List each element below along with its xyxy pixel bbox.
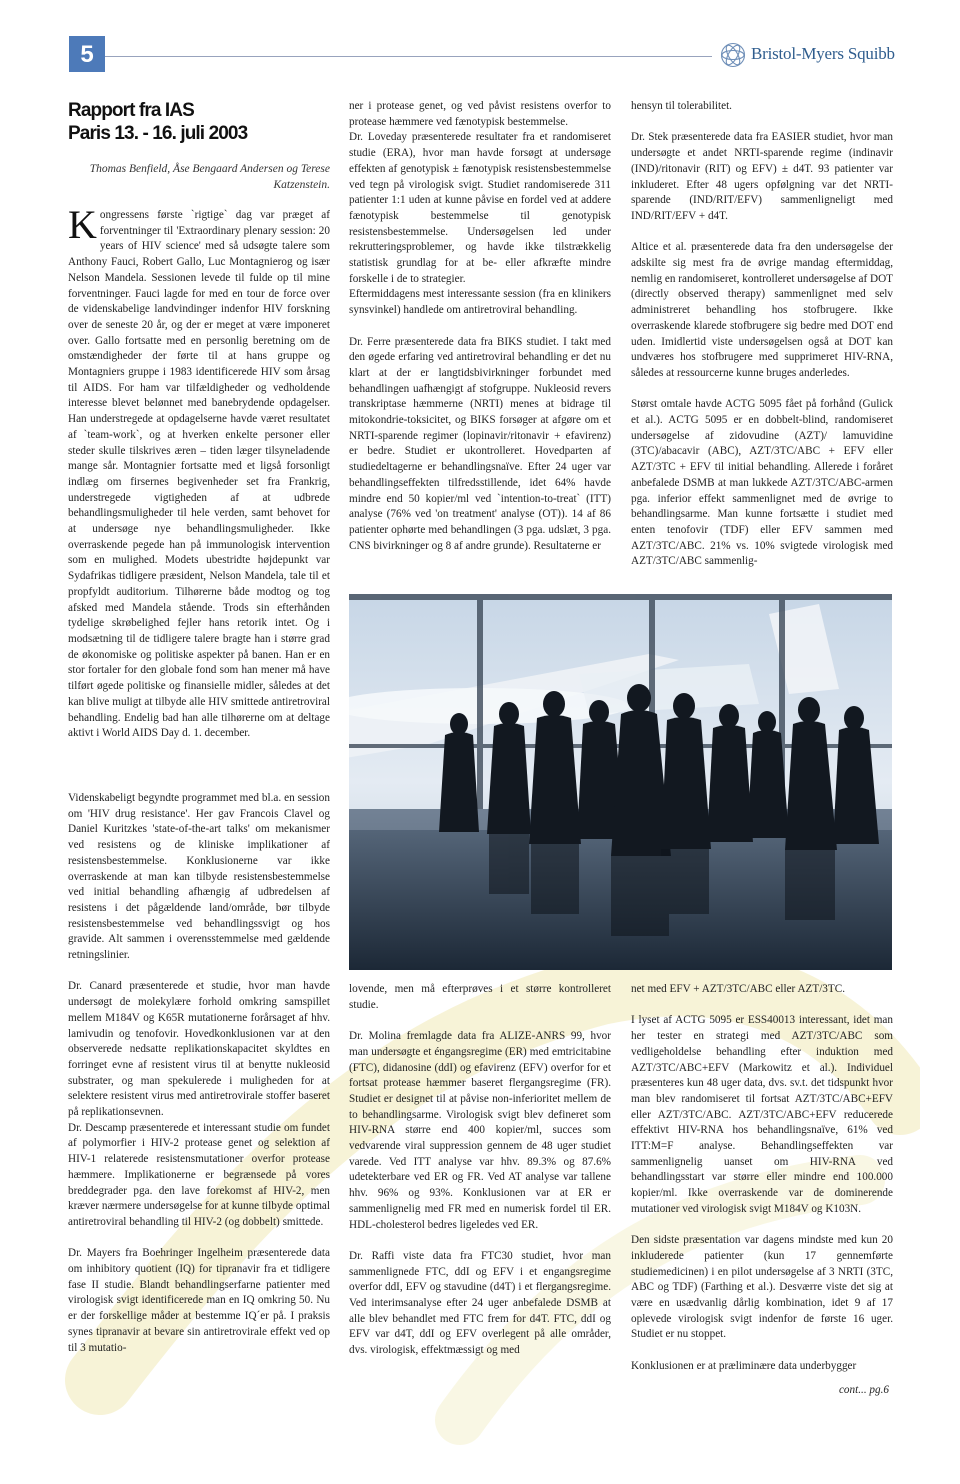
paragraph: Eftermiddagens mest interessante session (fra en klinikers synsvinkel) handlede om antiretroviral behandling. [349,288,611,317]
paragraph: Den sidste præsentation var dagens mindste med kun 20 inkluderede patienter (kun 17 gennemførte studiemedicinen) i en pilot undersøgelse af 3 NRTI (3TC, ABC og TDF) (Farthing et al.). Desværre viste det sig at være en usædvanlig dårlig kombination, idet 9 af 17 oplevede virologisk svigt indenfor de første 16 uger. Studiet er nu stoppet. [631,1234,893,1341]
paragraph: Dr. Stek præsenterede data fra EASIER studiet, hvor man undersøgte et andet NRTI-sparende regime (indinavir (IND)/ritonavir (RIT) og EFV) ± d4T. 93 patienter var inkluderet. Efter 48 ugers opfølgning var det NRTI-sparende (IND/RIT/EFV) sammenligneligt med IND/RIT/EFV + d4T. [631,131,893,222]
paragraph [68,208,330,742]
paragraph: I lyset af ACTG 5095 er ESS40013 interessant, idet man her tester en strategi med AZT/3TC/ABC som vedligeholdelse behandling efter induktion med AZT/3TC/ABC+EFV (Markowitz et al.). Individuel præsenteres kun 48 uger data, dvs. sv.t. det tidspunkt hvor man blev randomiseret til fortsat AZT/3TC/ABC+EFV eller AZT/3TC/ABC. AZT/3TC/ABC+EFV reducerede effektivt HIV-RNA hos behandlingsnaïve, 61% ved ITT:M=F analyse. Behandlingseffekten var sammenlignelig uanset om HIV-RNA ved behandlingsstart var større eller mindre end 100.000 kopier/ml. Ikke overraskende var de dominerende mutationer ved virologisk svigt M184V og K103N. [631,1014,893,1215]
article-title-line-1: Rapport fra IAS [68,100,194,121]
paragraph: lovende, men må efterprøves i et større kontrolleret studie. [349,983,611,1011]
article-title-line-2: Paris 13. - 16. juli 2003 [68,123,248,144]
header-rule [105,56,712,57]
drop-cap: K [68,208,97,247]
column-1-bottom [68,791,330,1375]
paragraph: Videnskabeligt begyndte programmet med bl.a. en session om 'HIV drug resistance'. Her gav Francois Clavel og Daniel Kuritzkes 'state-of-the-art talks' om mekanismer ved resistens og de kliniske implikationer af resistensbestemmelse. Konklusionerne var ikke overraskende at man kan tilbyde resistensbestemmelse ved initial behandling afhængig af udbredelsen af resistens i det pågældende land/område, bør tilbyde resistensbestemmelse ved behandlingssvigt og hos gravide. Alt sammen i overensstemmelse med gældende retningslinier. [68,792,330,962]
column-3-bottom [631,982,893,1378]
paragraph: Dr. Raffi viste data fra FTC30 studiet, hvor man sammenlignede FTC, ddI og EFV i et engangsregime overfor ddI, EFV og stavudine (d4T) i et flergangsregime. Ved interimsanalyse efter 24 uger anbefalede DSMB at alle blev behandlet med FTC frem for d4T. FTC, ddI og EFV var d4T, ddI og EFV overlegent på alle områder, dvs. virologisk, effektmæssigt og med [349,1249,611,1357]
page-number: 5 [69,36,105,72]
column-2-bottom [349,982,611,1378]
article-authors: Thomas Benfield, Åse Bengaard Andersen og Terese Katzenstein. [89,163,330,191]
paragraph: hensyn til tolerabilitet. [631,100,732,112]
paragraph: Dr. Loveday præsenterede resultater fra et randomiseret studie (ERA), hvor man havde forsøgt at undersøge effekten af genotypisk ± fænotypisk resistensbestemmelse ved tegn på virologisk svigt. Studiet randomiserede 311 patienter 1:1 uden at kunne påvise en fordel ved at addere fænotypisk bestemmelse til genotypisk resistensbestemmelse. Undersøgelsen led under rekrutteringsproblemer, og havde ikke tilstrækkelig statistisk grundlag for at be- eller afkræfte mindre forskelle i de to strategier. [349,131,611,285]
brand-name: Bristol-Myers Squibb [751,44,895,63]
paragraph-text: ongressens første `rigtige` dag var præget af forventninger til 'Extraordinary plenary session: 20 years of HIV science' med så udsøgte talere som Anthony Fauci, Robert Gallo, Luc Montagnierog og især Nelson Mandela. Sessionen levede til fulde op til mine forventninger. Fauci lagde for med en tour de force over de videnskabelige landvindinger indenfor HIV forskning over de seneste 20 år, og der er meget at være imponeret over. Gallo fortsatte med en personlig beretning om de omstændigheder der førte til at hans gruppe og Montagniers gruppe i 1983 identificerede HIV som årsag til AIDS. For ham var tilfældigheder og vedholdende interesse blevet belønnet med banebrydende opdagelser. Han understregede at opdagelserne havde været resultatet af `team-work`, og at hverken enkelte personer eller steder skulle tilskrives æren – tiden læger tilsyneladende mange sår. Montagnier fortsatte med et ligså forsonligt indlæg om firsernes begivenheder set fra Frankrig, understregede vigtigheden af at udbrede behandlingsmuligheder til hele verden, samt behovet for at undersøge nye behandlingsmuligheder. Ikke overraskende pegede han på immunologisk intervention som en mulighed. Modets ubestridte højdepunkt var Sydafrikas tidligere præsident, Nelson Mandela, tale til et propfyldt auditorium. Tilhørerne både modtog og tog afsked med Mandela stående. Trods sin efterhånden tydelige skrøbelighed fejler hans retorik intet. Og i modsætning til de tidligere talere bragte han i større grad de økonomiske og politiske aspekter på banen. Han er en stor fortaler for den globale fond som han mener må have tilført øgede politiske og finansielle midler, således at det kan blive muligt at tilbyde alle HIV smittede antiretroviral behandling. Endelig bad han alle tilhørerne om at deltage aktivt i World AIDS Day d. 1. december. [68,209,330,740]
paragraph: Størst omtale havde ACTG 5095 fået på forhånd (Gulick et al.). ACTG 5095 er en dobbelt-blind, randomiseret undersøgelse af zidovudine (AZT)/ lamuvidine (3TC)/abacavir (ABC), AZT/3TC/ABC + EFV eller AZT/3TC + EFV til initial behandling. Allerede i foråret anbefalede DSMB at man lukkede AZT/3TC/ABC-armen pga. inferior effekt sammenlignet med de øvrige to behandlingsarme. Man kunne fortsætte i studiet med enten tenofovir (TDF) eller EFV sammen med AZT/3TC/ABC. 21% vs. 10% svigtede virologisk med AZT/3TC/ABC sammenlig- [631,398,893,568]
paragraph: Dr. Molina fremlagde data fra ALIZE-ANRS 99, hvor man undersøgte et éngangsregime (ER) med emtricitabine (FTC), didanosine (ddI) og efavirenz (EFV) overfor for et fortsat protease hæmmer baseret flergangsregime (FR). Studiet er designet til at påvise non-inferioritet mellem de to behandlingsarme. Virologisk svigt blev defineret som HIV-RNA større end 400 kopier/ml, succes som vedvarende viral suppression gennem de 48 uger studiet varede. Ved ITT analyse var hhv. 89.3% og 87.6% udetekterbare ved ER og FR. Ved AT analyse var tallene hhv. 96% og 93%. Konklusionen var at ER er sammenlignelig med FR med en numerisk fordel til ER. HDL-cholesterol bedres ligeledes ved ER. [349,1030,611,1231]
column-2-top [349,99,611,593]
paragraph: Dr. Mayers fra Boehringer Ingelheim præsenterede data om inhibitory quotient (IQ) for tipranavir fra et tidligere fase II studie. Blandt behandlingserfarne patienter med virologisk svigt identificerede man en IQ omkring 50. Nu er der forskellige måder at bestemme IQ´er på. I praksis synes tipranavir at bevare sin antiretrovirale effekt ved op til 3 mutatio- [68,1247,330,1354]
continuation-note: cont... pg.6 [838,1384,889,1396]
column-3-top [631,99,893,593]
paragraph: Konklusionen er at præliminære data underbygger [631,1359,857,1372]
paragraph: Dr. Canard præsenterede et studie, hvor man havde undersøgt de molekylære forhold omkring samspillet mellem M184V og K65R mutationerne forårsaget af hhv. lamivudin og tenofovir. Hovedkonklusionen var at den observerede nedsatte replikationskapacitet skyldtes en forringet evne af resistent virus til at benytte nukleosid substrater, og man spekulerede i muligheden for at selektere resistent virus med antiretrovirale stoffer baseret på replikationsevnen. [68,980,330,1119]
paragraph: Altice et al. præsenterede data fra den undersøgelse der adskilte sig mest fra de øvrige mandag eftermiddag, nemlig en randomiseret, kontrolleret undersøgelse af DOT (directly observed therapy) sammenlignet med selv administreret behandling hos stofbrugere. Ikke overraskende klarede stofbrugere sig bedre med DOT end uden. Imidlertid viste undersøgelsen også at DOT kan undværes hos stofbrugere med supprimeret HIV-RNA, således at ressourcerne kunne bruges anderledes. [631,241,893,379]
bms-swirl-logo-icon [720,42,746,68]
paragraph: net med EFV + AZT/3TC/ABC eller AZT/3TC. [631,983,845,995]
paragraph: ner i protease genet, og ved påvist resistens overfor to protease hæmmere ved fænotypisk bestemmelse. [349,100,611,128]
paragraph: Dr. Descamp præsenterede et interessant studie om fundet af polymorfier i HIV-2 protease genet og selektion af HIV-1 relaterede resistensmutationer overfor protease hæmmere. Implikationerne er begrænsede på vores breddegrader pga. den lave forekomst af HIV-2, men kræver nærmere undersøgelse for at kunne tilbyde optimal antiretroviral behandling til HIV-2 (og dobbelt) smittede. [68,1121,330,1228]
brand-header [720,42,895,70]
column-1-top [68,208,330,780]
article-title [68,99,330,145]
paragraph: Dr. Ferre præsenterede data fra BIKS studiet. I takt med den øgede erfaring ved antiretroviral behandling er det nu klart at der er langtidsbivirkninger forbundet med behandlingen uafhængigt af stofgruppe. Nukleosid revers transkriptase hæmmerne (NRTI) menes at bidrage til mitokondrie-toksicitet, og BIKS forsøger at afgøre om et NRTI-sparende regimer (lopinavir/ritonavir + efavirenz) er bedre. Studiet er ukontrolleret. Hovedparten af studiedeltagerne er behandlingsnaïve. Efter 24 uger var behandlingseffekten tilfredsstillende, idet 64% havde mindre end 50 kopier/ml ved `intention-to-treat` (ITT) analyse (76% ved 'on treatment' analyse (OT)). 14 af 86 patienter ophørte med behandlingen (3 pga. udslæt, 3 pga. CNS bivirkninger og 8 af andre grunde). Resultaterne er [349,335,611,552]
airport-terminal-photo [349,594,892,970]
